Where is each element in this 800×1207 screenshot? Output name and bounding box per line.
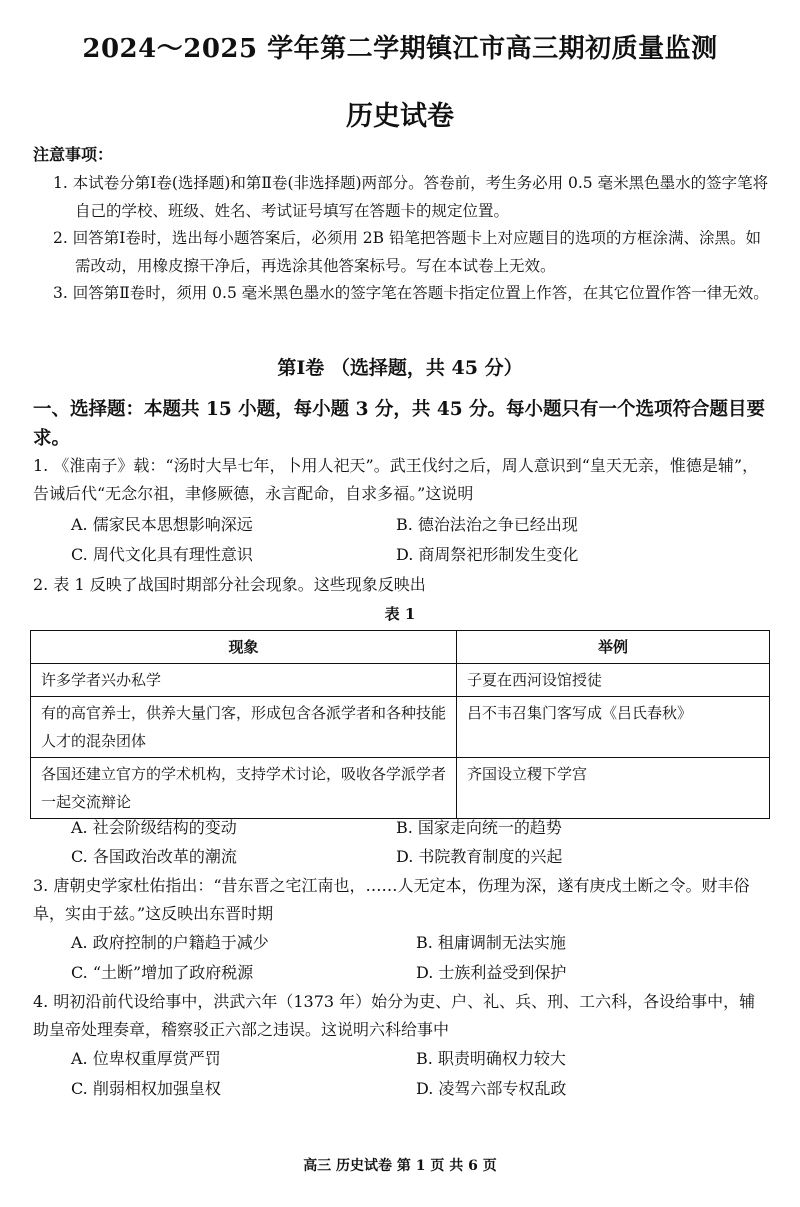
exam-title: 2024～2025 学年第二学期镇江市高三期初质量监测: [82, 34, 718, 64]
option-b: B. 德治法治之争已经出现: [396, 515, 578, 534]
table-row: [31, 664, 770, 697]
table-caption: 表 1: [384, 605, 416, 623]
option-d: D. 凌驾六部专权乱政: [416, 1079, 567, 1098]
page-footer: 高三 历史试卷 第 1 页 共 6 页: [303, 1158, 497, 1174]
option-b: B. 租庸调制无法实施: [416, 933, 566, 952]
note-item: 3. 回答第Ⅱ卷时，须用 0.5 毫米黑色墨水的签字笔在答题卡指定位置上作答，在其它位置作答一律无效。: [53, 284, 769, 302]
question-2-options: [33, 813, 768, 871]
option-c: C. 周代文化具有理性意识: [71, 545, 253, 564]
option-b: B. 职责明确权力较大: [416, 1049, 566, 1068]
section-instructions: 一、选择题：本题共 15 小题，每小题 3 分，共 45 分。每小题只有一个选项符合题目要求。: [33, 399, 766, 449]
question-stem: 1. 《淮南子》载：“汤时大旱七年，卜用人祀天”。武王伐纣之后，周人意识到“皇天无亲，惟德是辅”，告诫后代“无念尔祖，聿修厥德，永言配命，自求多福。”这说明: [33, 456, 759, 503]
question-3: [33, 872, 768, 988]
table-row: [31, 697, 770, 758]
option-b: B. 国家走向统一的趋势: [396, 818, 562, 837]
note-item: 1. 本试卷分第Ⅰ卷(选择题)和第Ⅱ卷(非选择题)两部分。答卷前，考生务必用 0.5 毫米黑色墨水的签字笔将自己的学校、班级、姓名、考试证号填写在答题卡的规定位置。: [53, 174, 769, 220]
section-title: 第Ⅰ卷 （选择题，共 45 分）: [277, 357, 523, 379]
table-cell: 许多学者兴办私学: [31, 664, 457, 697]
question-1: [33, 452, 768, 599]
table-header-row: [31, 631, 770, 664]
option-a: A. 儒家民本思想影响深远: [71, 515, 253, 534]
notes-heading: 注意事项：: [33, 145, 114, 164]
option-c: C. “土断”增加了政府税源: [71, 963, 254, 982]
option-d: D. 商周祭祀形制发生变化: [396, 545, 579, 564]
table-cell: 吕不韦召集门客写成《吕氏春秋》: [457, 697, 770, 758]
option-a: A. 位卑权重厚赏严罚: [71, 1049, 221, 1068]
notes-block: [33, 142, 775, 308]
table-1: [30, 630, 770, 819]
question-stem: 4. 明初沿前代设给事中，洪武六年（1373 年）始分为吏、户、礼、兵、刑、工六科，各设给事中，辅助皇帝处理奏章，稽察驳正六部之违误。这说明六科给事中: [33, 992, 756, 1039]
question-stem: 2. 表 1 反映了战国时期部分社会现象。这些现象反映出: [33, 575, 426, 594]
question-stem: 3. 唐朝史学家杜佑指出：“昔东晋之宅江南也，……人无定本，伤理为深，遂有庚戌土断之令。财丰俗阜，实由于兹。”这反映出东晋时期: [33, 876, 750, 923]
exam-subtitle: 历史试卷: [346, 101, 454, 132]
option-a: A. 政府控制的户籍趋于减少: [71, 933, 269, 952]
table-cell: 子夏在西河设馆授徒: [457, 664, 770, 697]
table-cell: 齐国设立稷下学宫: [457, 758, 770, 819]
option-a: A. 社会阶级结构的变动: [71, 818, 237, 837]
table-cell: 有的高官养士，供养大量门客，形成包含各派学者和各种技能人才的混杂团体: [31, 697, 457, 758]
note-item: 2. 回答第Ⅰ卷时，选出每小题答案后，必须用 2B 铅笔把答题卡上对应题目的选项的方框涂满、涂黑。如需改动，用橡皮擦干净后，再选涂其他答案标号。写在本试卷上无效。: [53, 229, 761, 275]
option-d: D. 书院教育制度的兴起: [396, 847, 563, 866]
question-4: [33, 988, 768, 1104]
option-c: C. 削弱相权加强皇权: [71, 1079, 221, 1098]
option-c: C. 各国政治改革的潮流: [71, 847, 237, 866]
table-header: 举例: [457, 631, 770, 664]
table-cell: 各国还建立官方的学术机构，支持学术讨论，吸收各学派学者一起交流辩论: [31, 758, 457, 819]
table-header: 现象: [31, 631, 457, 664]
option-d: D. 士族利益受到保护: [416, 963, 567, 982]
table-row: [31, 758, 770, 819]
